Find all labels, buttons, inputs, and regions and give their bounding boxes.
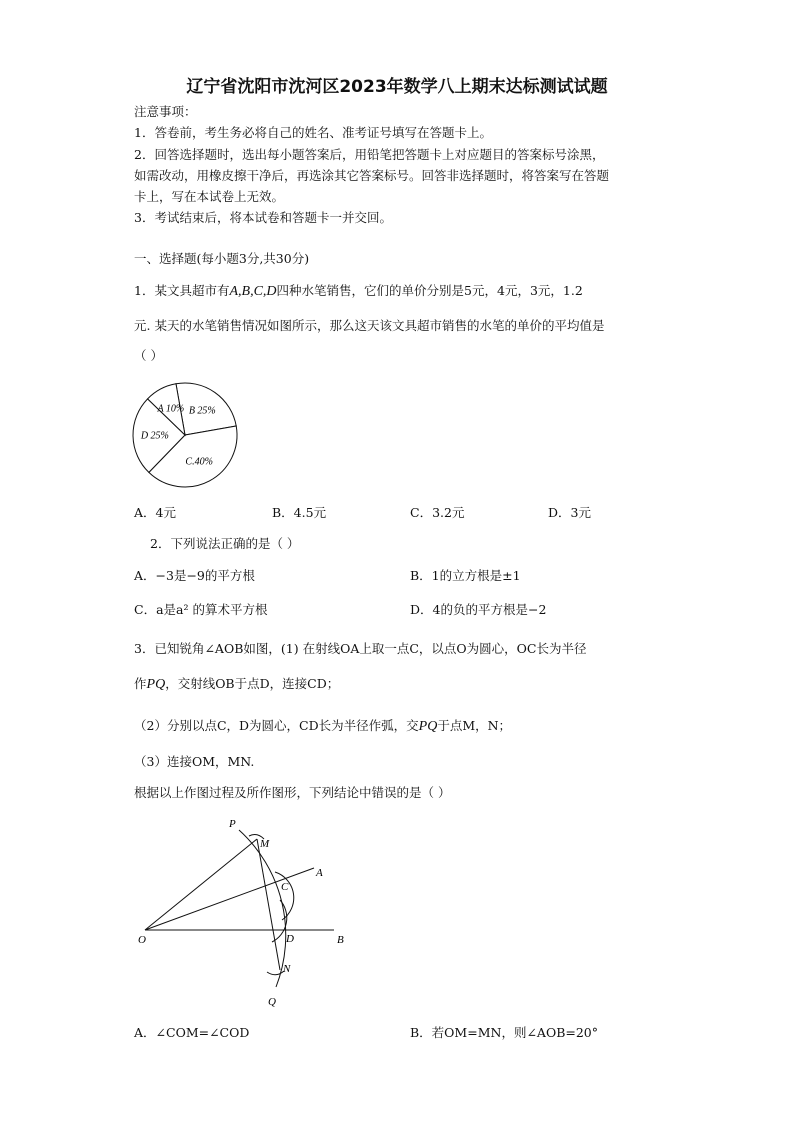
- arc-pq-label: PQ: [146, 677, 166, 692]
- label-d: D: [286, 933, 294, 945]
- label-o: O: [138, 934, 146, 946]
- pie-label-a: A 10%: [157, 403, 185, 415]
- geometry-figure: [134, 812, 354, 1012]
- q2-option-b: B．1的立方根是±1: [410, 568, 521, 583]
- label-q: Q: [268, 996, 276, 1008]
- q3-option-a: A．∠COM=∠COD: [134, 1025, 250, 1040]
- notice-heading: 注意事项：: [134, 104, 197, 119]
- notice-item: 3．考试结束后，将本试卷和答题卡一并交回。: [134, 210, 392, 225]
- page-title: 辽宁省沈阳市沈河区2023年数学八上期末达标测试试题: [186, 77, 608, 97]
- q3-option-b: B．若OM=MN，则∠AOB=20°: [410, 1025, 599, 1040]
- ray-oa: [145, 868, 314, 930]
- q3-line2-suffix: ，交射线OB于点D，连接CD；: [165, 676, 340, 691]
- q1-option-b: B．4.5元: [272, 505, 327, 520]
- q2-option-c: C．a是a² 的算术平方根: [134, 602, 268, 617]
- label-n: N: [283, 963, 291, 975]
- pie-chart: [130, 380, 246, 490]
- q1-suffix: 四种水笔销售，它们的单价分别是5元，4元，3元，1.2: [276, 283, 583, 298]
- q1-option-a: A．4元: [134, 505, 176, 520]
- pie-label-b: B 25%: [188, 405, 216, 417]
- q1-option-d: D．3元: [548, 505, 591, 520]
- q1-line2: 元. 某天的水笔销售情况如图所示，那么这天该文具超市销售的水笔的单价的平均值是: [134, 318, 605, 333]
- q1-bracket: （ ）: [134, 348, 163, 363]
- notice-item: 如需改动，用橡皮擦干净后，再选涂其它答案标号。回答非选择题时，将答案写在答题: [134, 168, 610, 183]
- q3-line3: [134, 717, 511, 736]
- q1-option-c: C．3.2元: [410, 505, 465, 520]
- label-m: M: [260, 838, 270, 850]
- section-heading: 一、选择题(每小题3分,共30分): [134, 251, 310, 266]
- q1-prefix: 1．某文具超市有: [134, 283, 230, 298]
- notice-item: 2．回答选择题时，选出每小题答案后，用铅笔把答题卡上对应题目的答案标号涂黑，: [134, 147, 605, 162]
- q3-line3-prefix: （2）分别以点C，D为圆心，CD长为半径作弧，交: [134, 718, 419, 733]
- q3-line2-prefix: 作: [134, 676, 147, 691]
- segment-om: [145, 839, 257, 930]
- q3-line4: （3）连接OM，MN.: [134, 754, 255, 769]
- q2-option-d: D．4的负的平方根是−2: [410, 602, 547, 617]
- label-a: A: [316, 867, 323, 879]
- q3-line2: [134, 675, 339, 694]
- q3-line3-suffix: 于点M，N；: [437, 718, 512, 733]
- label-c: C: [281, 881, 289, 893]
- q3-line1: 3．已知锐角∠AOB如图，(1) 在射线OA上取一点C，以点O为圆心，OC长为半径: [134, 641, 587, 656]
- segment-mn: [257, 839, 280, 970]
- q2-option-a: A．−3是−9的平方根: [134, 568, 255, 583]
- label-b: B: [337, 934, 344, 946]
- arc-pq-label: PQ: [418, 719, 438, 734]
- q2-stem: 2．下列说法正确的是（ ）: [150, 536, 300, 551]
- pie-label-d: D 25%: [140, 430, 169, 442]
- notice-item: 卡上，写在本试卷上无效。: [134, 189, 285, 204]
- notice-item: 1．答卷前，考生务必将自己的姓名、准考证号填写在答题卡上。: [134, 125, 492, 140]
- label-p: P: [229, 818, 236, 830]
- pie-label-c: C.40%: [185, 456, 213, 468]
- q1-letters: A,B,C,D: [229, 284, 277, 299]
- q3-line5: 根据以上作图过程及所作图形，下列结论中错误的是（ ）: [134, 785, 451, 800]
- q1-line1: [134, 282, 583, 301]
